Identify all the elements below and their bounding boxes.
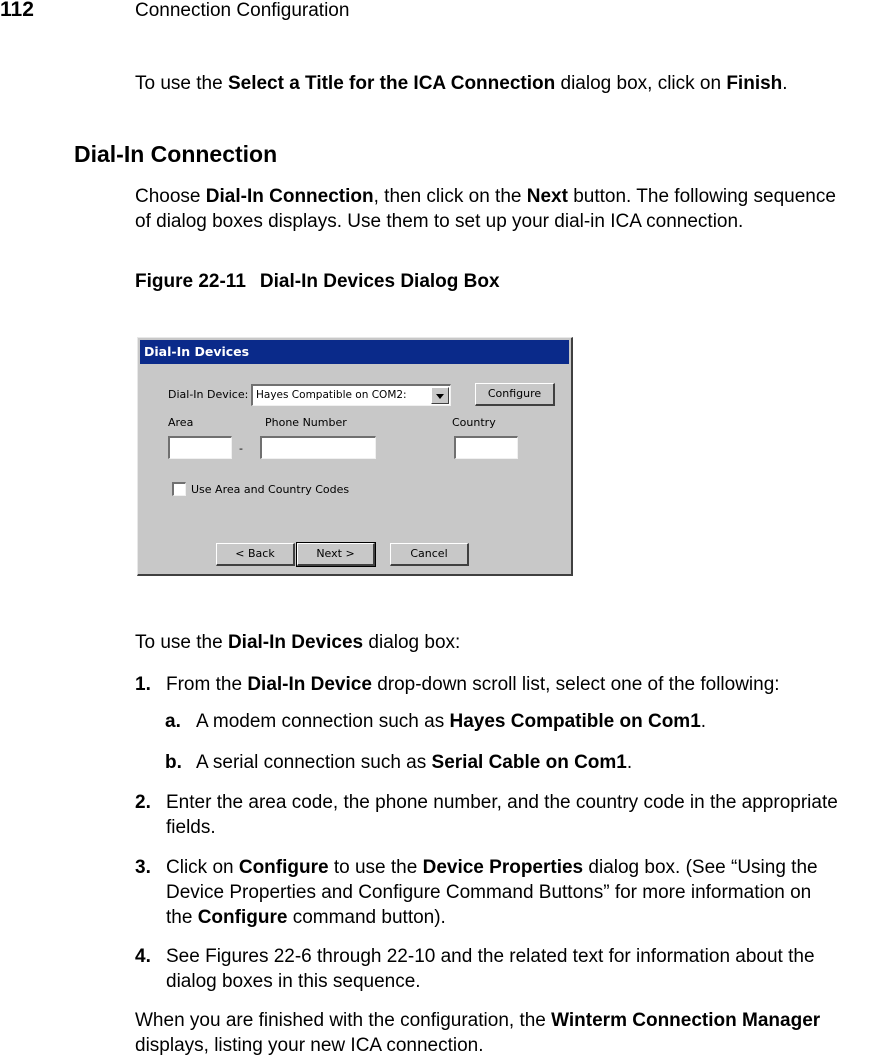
intro-paragraph: To use the Select a Title for the ICA Connection dialog box, click on Finish. [135, 73, 788, 94]
list-item: b. A serial connection such as Serial Cable on Com1. [165, 752, 633, 773]
list-item: a. A modem connection such as Hayes Compatible on Com1. [165, 711, 707, 732]
running-title: Connection Configuration [135, 0, 350, 21]
dialog-title-bar[interactable]: Dial-In Devices [140, 340, 569, 364]
list-item: 2. Enter the area code, the phone number, and the country code in the appropriate fields. [135, 792, 838, 838]
list-item: 3. Click on Configure to use the Device Properties dialog box. (See “Using the Device Properties and Configure Command Buttons” for more information on the Configure command button). [135, 857, 818, 928]
next-button[interactable]: Next > [297, 543, 375, 566]
step-letter: b. [165, 752, 182, 773]
dial-in-device-dropdown[interactable] [251, 384, 451, 406]
step-number: 2. [135, 792, 151, 813]
cancel-button[interactable]: Cancel [390, 543, 469, 566]
list-item: 4. See Figures 22-6 through 22-10 and the related text for information about the dialog boxes in this sequence. [135, 946, 815, 992]
figure-title: Dial-In Devices Dialog Box [259, 271, 500, 292]
list-item: 1. From the Dial-In Device drop-down scroll list, select one of the following: [135, 674, 780, 695]
dial-in-devices-dialog [137, 337, 573, 576]
use-area-country-checkbox[interactable] [172, 482, 186, 496]
dial-in-device-value: Hayes Compatible on COM2: [256, 389, 407, 401]
area-label: Area [168, 416, 194, 429]
step-letter: a. [165, 711, 181, 732]
figure-caption [135, 271, 500, 293]
country-label: Country [452, 416, 496, 429]
step-number: 1. [135, 674, 151, 695]
country-code-input[interactable] [454, 436, 518, 459]
area-code-input[interactable] [168, 436, 232, 459]
use-area-country-label[interactable]: Use Area and Country Codes [191, 483, 350, 496]
page-number: 112 [0, 0, 34, 21]
phone-number-label: Phone Number [265, 416, 347, 429]
configure-button[interactable]: Configure [475, 383, 555, 406]
phone-number-input[interactable] [260, 436, 376, 459]
closing-paragraph: When you are finished with the configuration, the Winterm Connection Manager displays, listing your new ICA connection. [135, 1010, 821, 1056]
area-phone-separator: - [239, 442, 243, 455]
usage-intro: To use the Dial-In Devices dialog box: [135, 632, 461, 653]
section-paragraph: Choose Dial-In Connection, then click on the Next button. The following sequence of dialog boxes displays. Use them to set up your dial-in ICA connection. [135, 186, 836, 232]
figure-number: Figure 22-11 [135, 271, 246, 292]
chevron-down-icon[interactable] [431, 387, 449, 404]
back-button[interactable]: < Back [216, 543, 295, 566]
section-heading: Dial-In Connection [74, 141, 278, 167]
dial-in-device-label: Dial-In Device: [168, 388, 249, 401]
step-number: 4. [135, 946, 151, 967]
step-number: 3. [135, 857, 151, 878]
